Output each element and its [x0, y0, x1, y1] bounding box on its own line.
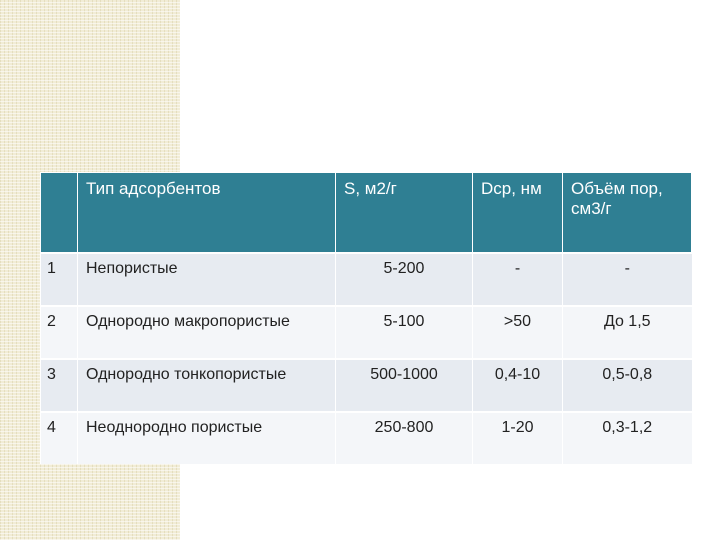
- row-pore-volume: 0,3-1,2: [563, 412, 692, 464]
- row-adsorbent-type: Непористые: [78, 253, 336, 306]
- header-adsorbent-type: Тип адсорбентов: [78, 173, 336, 254]
- row-pore-volume: -: [563, 253, 692, 306]
- row-pore-diameter: 1-20: [473, 412, 563, 464]
- header-pore-volume: Объём пор, см3/г: [563, 173, 692, 254]
- row-pore-diameter: >50: [473, 306, 563, 359]
- row-pore-diameter: -: [473, 253, 563, 306]
- table-row: [41, 359, 692, 412]
- adsorbent-table: [40, 172, 692, 464]
- table-row: [41, 306, 692, 359]
- row-adsorbent-type: Однородно макропористые: [78, 306, 336, 359]
- header-index: [41, 173, 78, 254]
- row-adsorbent-type: Однородно тонкопористые: [78, 359, 336, 412]
- row-surface-area: 250-800: [336, 412, 473, 464]
- row-index: 1: [41, 253, 78, 306]
- header-pore-diameter: Dср, нм: [473, 173, 563, 254]
- row-index: 2: [41, 306, 78, 359]
- row-surface-area: 5-100: [336, 306, 473, 359]
- row-pore-diameter: 0,4-10: [473, 359, 563, 412]
- row-index: 4: [41, 412, 78, 464]
- row-adsorbent-type: Неоднородно пористые: [78, 412, 336, 464]
- row-pore-volume: До 1,5: [563, 306, 692, 359]
- adsorbent-table-container: [40, 172, 691, 464]
- table-row: [41, 253, 692, 306]
- row-surface-area: 500-1000: [336, 359, 473, 412]
- row-index: 3: [41, 359, 78, 412]
- table-header-row: [41, 173, 692, 254]
- header-surface-area: S, м2/г: [336, 173, 473, 254]
- table-row: [41, 412, 692, 464]
- row-pore-volume: 0,5-0,8: [563, 359, 692, 412]
- row-surface-area: 5-200: [336, 253, 473, 306]
